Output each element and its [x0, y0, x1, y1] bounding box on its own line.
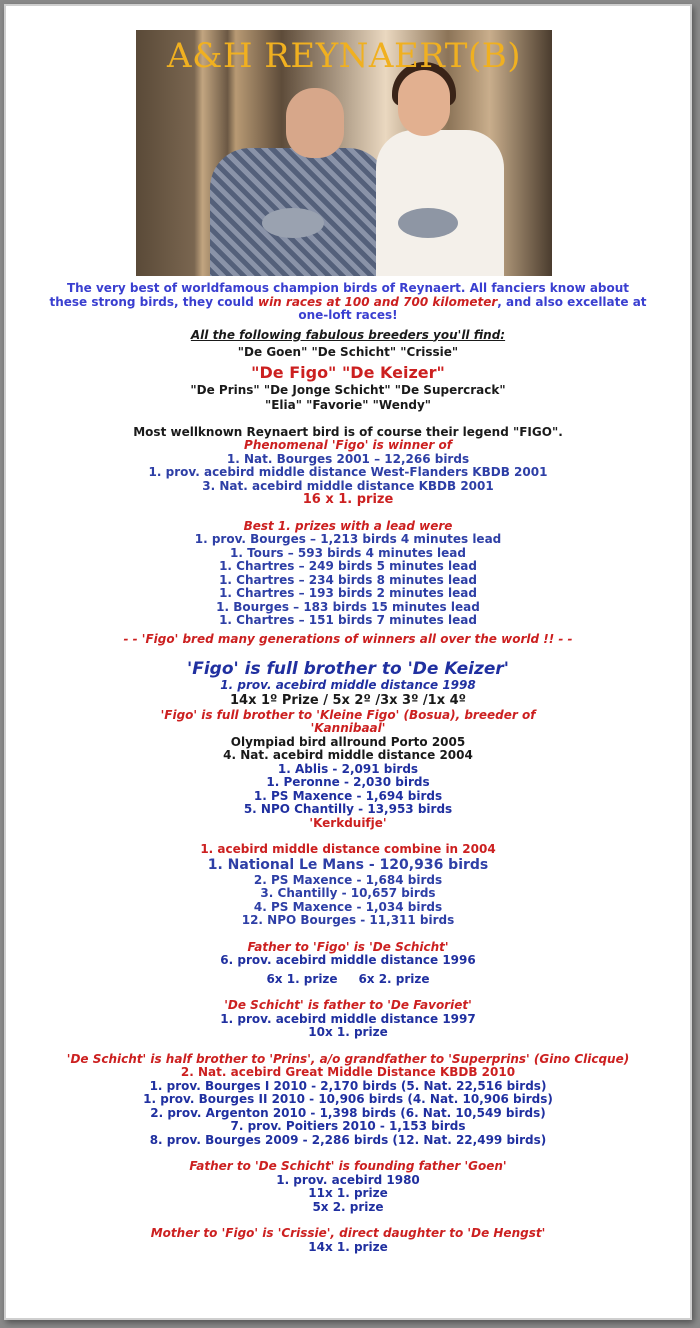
header-photo [136, 30, 552, 276]
favoriet-heading: 'De Schicht' is father to 'De Favoriet' [224, 998, 472, 1012]
schicht-heading: Father to 'Figo' is 'De Schicht' [247, 939, 449, 954]
pigeon-left [262, 208, 324, 238]
goen-heading: Father to 'De Schicht' is founding father 'Goen' [189, 1159, 507, 1173]
schicht-line-1: 6. prov. acebird middle distance 1996 [220, 953, 476, 967]
intro-highlight: win races at 100 and 700 kilometer [257, 294, 498, 309]
goen-line-1: 1. prov. acebird 1980 [276, 1172, 420, 1187]
prins-heading: 'De Schicht' is half brother to 'Prins', a/o grandfather to 'Superprins' (Gino Clicque) [66, 1051, 630, 1066]
prins-result-1: 1. prov. Bourges I 2010 - 2,170 birds (5. Nat. 22,516 birds) [149, 1078, 547, 1093]
prins-result-3: 2. prov. Argenton 2010 - 1,398 birds (6. Nat. 10,549 birds) [150, 1105, 546, 1120]
figo-prize-count: 16 x 1. prize [302, 492, 394, 507]
figo-win-1: 1. Nat. Bourges 2001 – 12,266 birds [226, 451, 470, 466]
figo-win-2: 1. prov. acebird middle distance West-Flanders KBDB 2001 [148, 465, 548, 479]
keizer-heading: 'Figo' is full brother to 'De Keizer' [187, 659, 509, 679]
breeders-line-1: "De Goen" "De Schicht" "Crissie" [237, 345, 459, 359]
kerkduifje-label: 'Kerkduifje' [309, 815, 387, 830]
kannibaal-result-5: 1. PS Maxence - 1,694 birds [253, 788, 443, 803]
kleine-figo-line-1: 'Figo' is full brother to 'Kleine Figo' (Bosua), breeder of [160, 707, 536, 722]
prins-line-1: 2. Nat. acebird Great Middle Distance KBDB 2010 [180, 1065, 516, 1079]
figo-lead-4: 1. Chartres – 234 birds 8 minutes lead [219, 572, 477, 587]
figo-lead-heading: Best 1. prizes with a lead were [243, 518, 453, 533]
goen-line-2: 11x 1. prize [308, 1186, 388, 1200]
keizer-line-2: 14x 1º Prize / 5x 2º /3x 3º /1x 4º [229, 692, 467, 708]
breeders-line-4: "Elia" "Favorie" "Wendy" [264, 398, 432, 412]
intro-text-2: , and also excellate at one-loft races! [298, 294, 647, 322]
kerkduifje-result-1: 2. PS Maxence - 1,684 birds [253, 872, 443, 887]
kerkduifje-big: 1. National Le Mans - 120,936 birds [207, 856, 489, 873]
breeders-line-3: "De Prins" "De Jonge Schicht" "De Supercrack" [190, 382, 506, 397]
kerkduifje-result-4: 12. NPO Bourges - 11,311 birds [241, 913, 455, 927]
breeders-heading: All the following fabulous breeders you'll find: [190, 327, 506, 342]
page-frame [4, 4, 692, 1320]
figo-intro: Most wellknown Reynaert bird is of course their legend "FIGO". [133, 424, 563, 439]
figo-lead-3: 1. Chartres – 249 birds 5 minutes lead [219, 559, 477, 573]
kannibaal-result-6: 5. NPO Chantilly - 13,953 birds [243, 802, 453, 816]
schicht-line-2: 6x 1. prize 6x 2. prize [266, 971, 430, 986]
figo-generations: - - 'Figo' bred many generations of winners all over the world !! - - [123, 631, 573, 646]
figo-lead-2: 1. Tours – 593 birds 4 minutes lead [229, 545, 466, 560]
figo-lead-5: 1. Chartres – 193 birds 2 minutes lead [219, 586, 477, 600]
kerkduifje-result-2: 3. Chantilly - 10,657 birds [260, 886, 436, 900]
crissie-line-1: 14x 1. prize [308, 1239, 388, 1254]
pigeon-right [398, 208, 458, 238]
kannibaal-result-3: 1. Ablis - 2,091 birds [277, 761, 419, 776]
page-title: A&H REYNAERT(B) [167, 36, 521, 76]
favoriet-line-2: 10x 1. prize [308, 1025, 388, 1039]
prins-result-5: 8. prov. Bourges 2009 - 2,286 birds (12. Nat. 22,499 birds) [149, 1132, 547, 1147]
main-content [14, 282, 682, 1254]
kerkduifje-heading: 1. acebird middle distance combine in 2004 [200, 842, 496, 856]
goen-line-3: 5x 2. prize [312, 1199, 384, 1214]
keizer-line-1: 1. prov. acebird middle distance 1998 [220, 678, 476, 692]
woman-figure [376, 130, 504, 276]
crissie-heading: Mother to 'Figo' is 'Crissie', direct daughter to 'De Hengst' [150, 1226, 546, 1240]
kerkduifje-result-3: 4. PS Maxence - 1,034 birds [253, 899, 443, 914]
intro-paragraph [48, 282, 648, 323]
kannibaal-result-2: 4. Nat. acebird middle distance 2004 [223, 748, 473, 762]
figo-win-3: 3. Nat. acebird middle distance KBDB 2001 [202, 478, 494, 493]
breeders-line-2: "De Figo" "De Keizer" [251, 362, 445, 382]
figo-winner-heading: Phenomenal 'Figo' is winner of [244, 438, 452, 452]
figo-lead-6: 1. Bourges – 183 birds 15 minutes lead [216, 599, 480, 614]
kannibaal-result-1: Olympiad bird allround Porto 2005 [230, 734, 466, 749]
prins-result-4: 7. prov. Poitiers 2010 - 1,153 birds [230, 1119, 466, 1133]
woman-head [398, 70, 450, 136]
prins-result-2: 1. prov. Bourges II 2010 - 10,906 birds (4. Nat. 10,906 birds) [143, 1092, 553, 1106]
figo-lead-1: 1. prov. Bourges – 1,213 birds 4 minutes lead [194, 532, 502, 546]
intro-text-1: The very best of worldfamous champion birds of Reynaert. All fanciers know about these strong birds, they could [49, 281, 630, 309]
figo-lead-7: 1. Chartres – 151 birds 7 minutes lead [219, 613, 477, 627]
kannibaal-result-4: 1. Peronne - 2,030 birds [266, 775, 430, 789]
favoriet-line-1: 1. prov. acebird middle distance 1997 [220, 1011, 476, 1026]
man-head [286, 88, 344, 158]
kleine-figo-line-2: 'Kannibaal' [310, 721, 386, 735]
